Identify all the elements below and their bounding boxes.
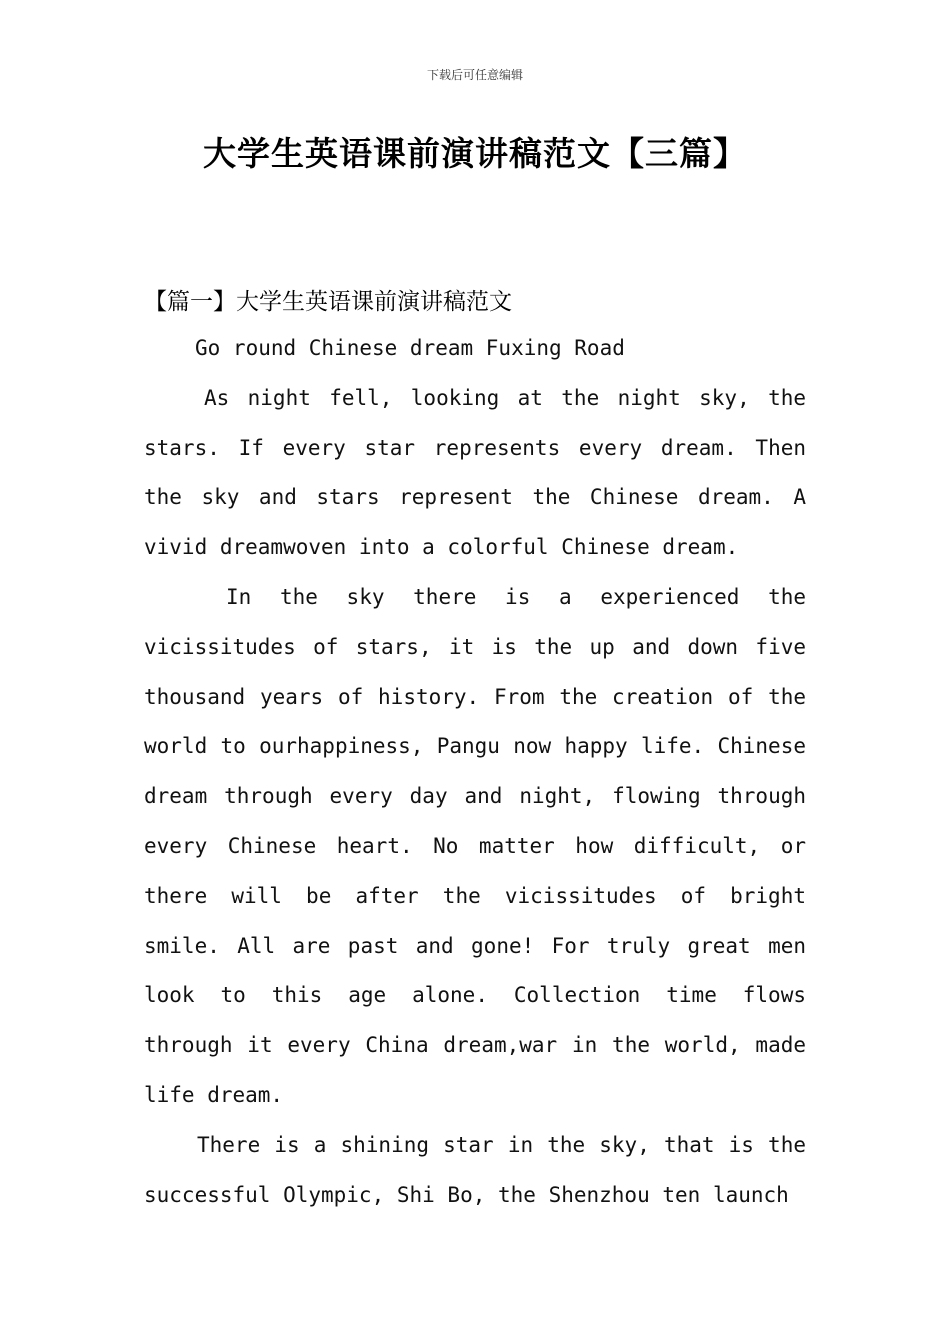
paragraph-2: In the sky there is a experienced the vicissitudes of stars, it is the up and down five thousand years of history. From the creation of the world to ourhappiness, Pangu now happy life. Chinese dream through every day and night, flowing through every Chinese heart. No matter how difficult, or there will be after the vicissitudes of bright smile. All are past and gone! For truly great men look to this age alone. Collection time flows through it every China dream,war in the world, made life dream. xyxy=(144,584,806,1107)
speech-subtitle: Go round Chinese dream Fuxing Road xyxy=(195,336,625,360)
section-heading: 【篇一】大学生英语课前演讲稿范文 xyxy=(144,289,512,315)
page-header-note: 下载后可任意编辑 xyxy=(426,68,523,82)
paragraph-3: There is a shining star in the sky, that is the successful Olympic, Shi Bo, the Shenzhou ten launch xyxy=(144,1132,806,1207)
speech-body xyxy=(144,324,806,1220)
paragraph-1: As night fell, looking at the night sky, the stars. If every star represents every dream. Then the sky and stars represent the Chinese dream. A vivid dreamwoven into a colorful Chinese dream. xyxy=(144,385,806,560)
document-title: 大学生英语课前演讲稿范文【三篇】 xyxy=(203,134,747,173)
